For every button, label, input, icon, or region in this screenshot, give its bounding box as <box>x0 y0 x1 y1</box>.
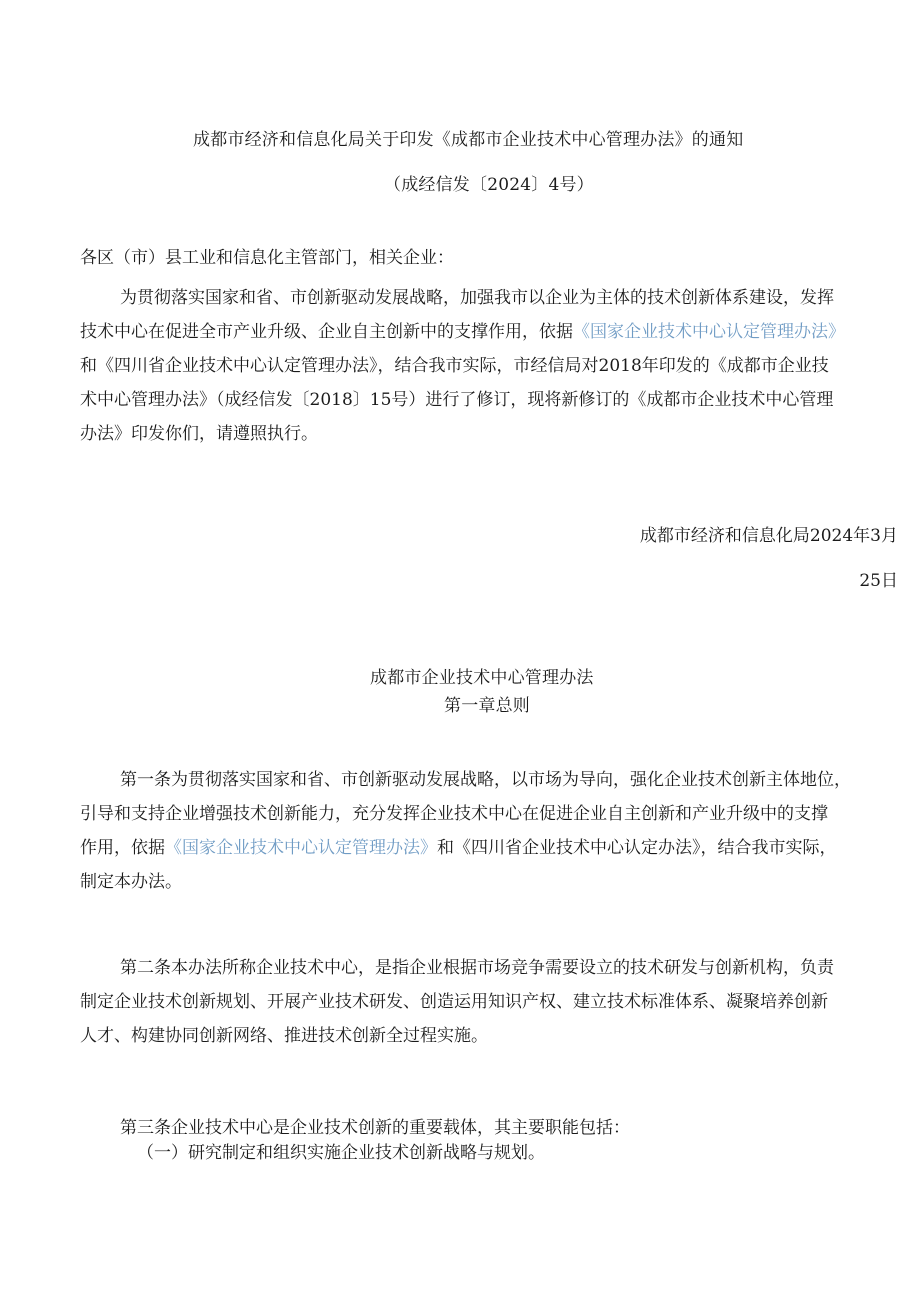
article-text: 作用，依据 <box>80 838 165 858</box>
national-measures-link[interactable]: 《国家企业技术中心认定管理办法》 <box>165 838 437 858</box>
article-line: 制定企业技术创新规划、开展产业技术研发、创造运用知识产权、建立技术标准体系、凝聚培养创新 <box>80 992 828 1012</box>
article-line: 人才、构建协同创新网络、推进技术创新全过程实施。 <box>80 1026 488 1046</box>
article-2 <box>80 951 910 1053</box>
article-line: 引导和支持企业增强技术创新能力，充分发挥企业技术中心在促进企业自主创新和产业升级中的支撑 <box>80 804 828 824</box>
article-line <box>80 831 910 865</box>
chapter-title: 第一章总则 <box>444 696 530 716</box>
notice-addressee: 各区（市）县工业和信息化主管部门，相关企业： <box>80 248 454 268</box>
article-1 <box>80 763 910 899</box>
article-line: 第一条为贯彻落实国家和省、市创新驱动发展战略，以市场为导向，强化企业技术创新主体地位， <box>120 770 851 790</box>
notice-doc-number: （成经信发〔2024〕4号） <box>384 175 594 195</box>
notice-body-line: 为贯彻落实国家和省、市创新驱动发展战略，加强我市以企业为主体的技术创新体系建设，发挥 <box>120 288 834 308</box>
article-3-line: 第三条企业技术中心是企业技术创新的重要载体，其主要职能包括： <box>120 1118 630 1138</box>
article-line: 制定本办法。 <box>80 872 182 892</box>
notice-body-line <box>80 315 910 349</box>
notice-title: 成都市经济和信息化局关于印发《成都市企业技术中心管理办法》的通知 <box>193 130 744 150</box>
notice-body-line: 和《四川省企业技术中心认定管理办法》，结合我市实际，市经信局对2018年印发的《成都市企业技 <box>80 356 829 376</box>
notice-body-text: 技术中心在促进全市产业升级、企业自主创新中的支撑作用，依据 <box>80 322 573 342</box>
article-3-item-1: （一）研究制定和组织实施企业技术创新战略与规划。 <box>137 1143 545 1163</box>
signature-day: 25日 <box>859 571 898 591</box>
national-measures-link[interactable]: 《国家企业技术中心认定管理办法》 <box>573 322 845 342</box>
article-line: 第二条本办法所称企业技术中心，是指企业根据市场竞争需要设立的技术研发与创新机构，负责 <box>120 958 834 978</box>
notice-body-line: 办法》印发你们，请遵照执行。 <box>80 424 318 444</box>
measures-title: 成都市企业技术中心管理办法 <box>370 668 594 688</box>
notice-body <box>80 281 910 451</box>
notice-body-line: 术中心管理办法》（成经信发〔2018〕15号）进行了修订，现将新修订的《成都市企业技术中心管理 <box>80 390 834 410</box>
signature-org-date: 成都市经济和信息化局2024年3月 <box>639 526 898 546</box>
article-text: 和《四川省企业技术中心认定办法》，结合我市实际， <box>437 838 837 858</box>
